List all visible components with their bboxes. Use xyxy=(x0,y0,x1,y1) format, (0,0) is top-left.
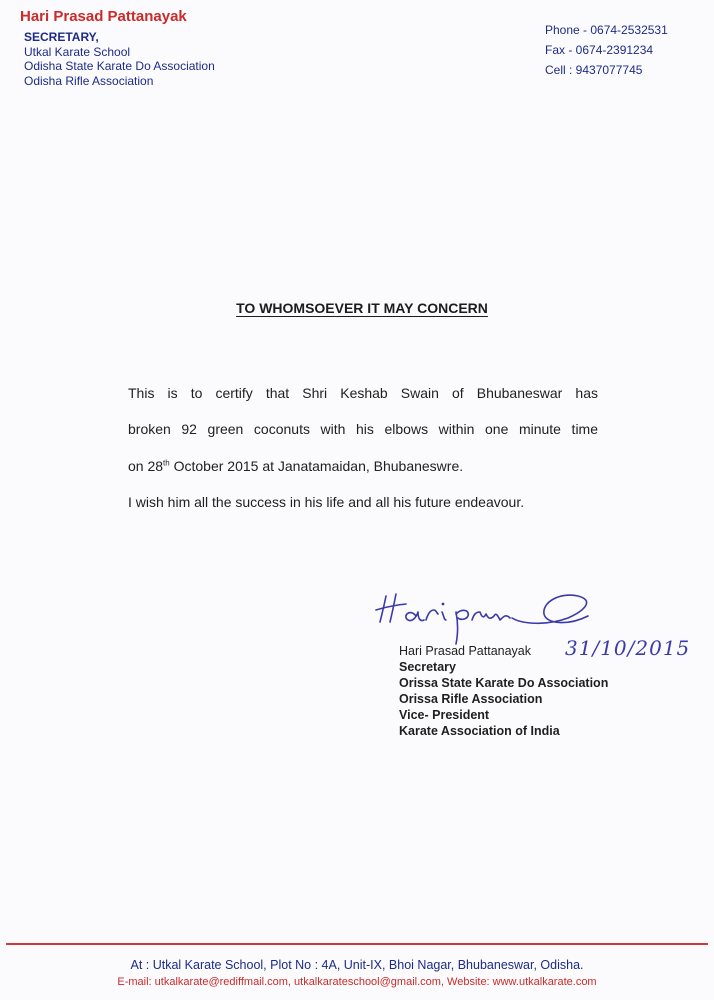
handwritten-date: 31/10/2015 xyxy=(565,636,691,660)
body-line-date-suffix: October 2015 at Janatamaidan, Bhubaneswre. xyxy=(169,458,464,474)
cell-number: Cell : 9437077745 xyxy=(545,63,643,77)
letterhead-affiliation: Utkal Karate School xyxy=(24,44,131,59)
letterhead-contacts xyxy=(545,20,668,80)
letterhead-name: Hari Prasad Pattanayak xyxy=(20,8,187,25)
signatory-organization: Orissa State Karate Do Association xyxy=(399,676,609,690)
body-line xyxy=(128,458,463,474)
body-line: This is to certify that Shri Keshab Swain of Bhubaneswar has xyxy=(128,385,598,401)
letterhead-affiliation: Odisha Rifle Association xyxy=(24,73,154,88)
footer-address: At : Utkal Karate School, Plot No : 4A, Unit-IX, Bhoi Nagar, Bhubaneswar, Odisha. xyxy=(130,958,584,972)
signatory-name: Hari Prasad Pattanayak xyxy=(399,644,532,658)
fax-number: Fax - 0674-2391234 xyxy=(545,43,654,57)
signatory-role: Secretary xyxy=(399,660,456,674)
footer-divider xyxy=(6,943,708,945)
signatory-role: Vice- President xyxy=(399,708,490,722)
signatory-organization: Orissa Rifle Association xyxy=(399,692,543,706)
footer-contact: E-mail: utkalkarate@rediffmail.com, utkalkarateschool@gmail.com, Website: www.utkalkarate.com xyxy=(117,976,597,988)
body-line: broken 92 green coconuts with his elbows within one minute time xyxy=(128,421,598,437)
signature-block xyxy=(399,643,608,739)
letterhead-affiliation: Odisha State Karate Do Association xyxy=(24,59,215,73)
body-line-date-prefix: on 28 xyxy=(128,458,164,474)
letterhead-details xyxy=(24,30,215,88)
date-ordinal-suffix: th xyxy=(163,458,170,468)
body-line: I wish him all the success in his life and all his future endeavour. xyxy=(128,494,525,510)
letter-heading xyxy=(0,300,714,316)
letterhead-title: SECRETARY, xyxy=(24,30,99,44)
phone-number: Phone - 0674-2532531 xyxy=(545,23,668,37)
heading-text: TO WHOMSOEVER IT MAY CONCERN xyxy=(236,300,488,316)
signatory-organization: Karate Association of India xyxy=(399,724,560,738)
